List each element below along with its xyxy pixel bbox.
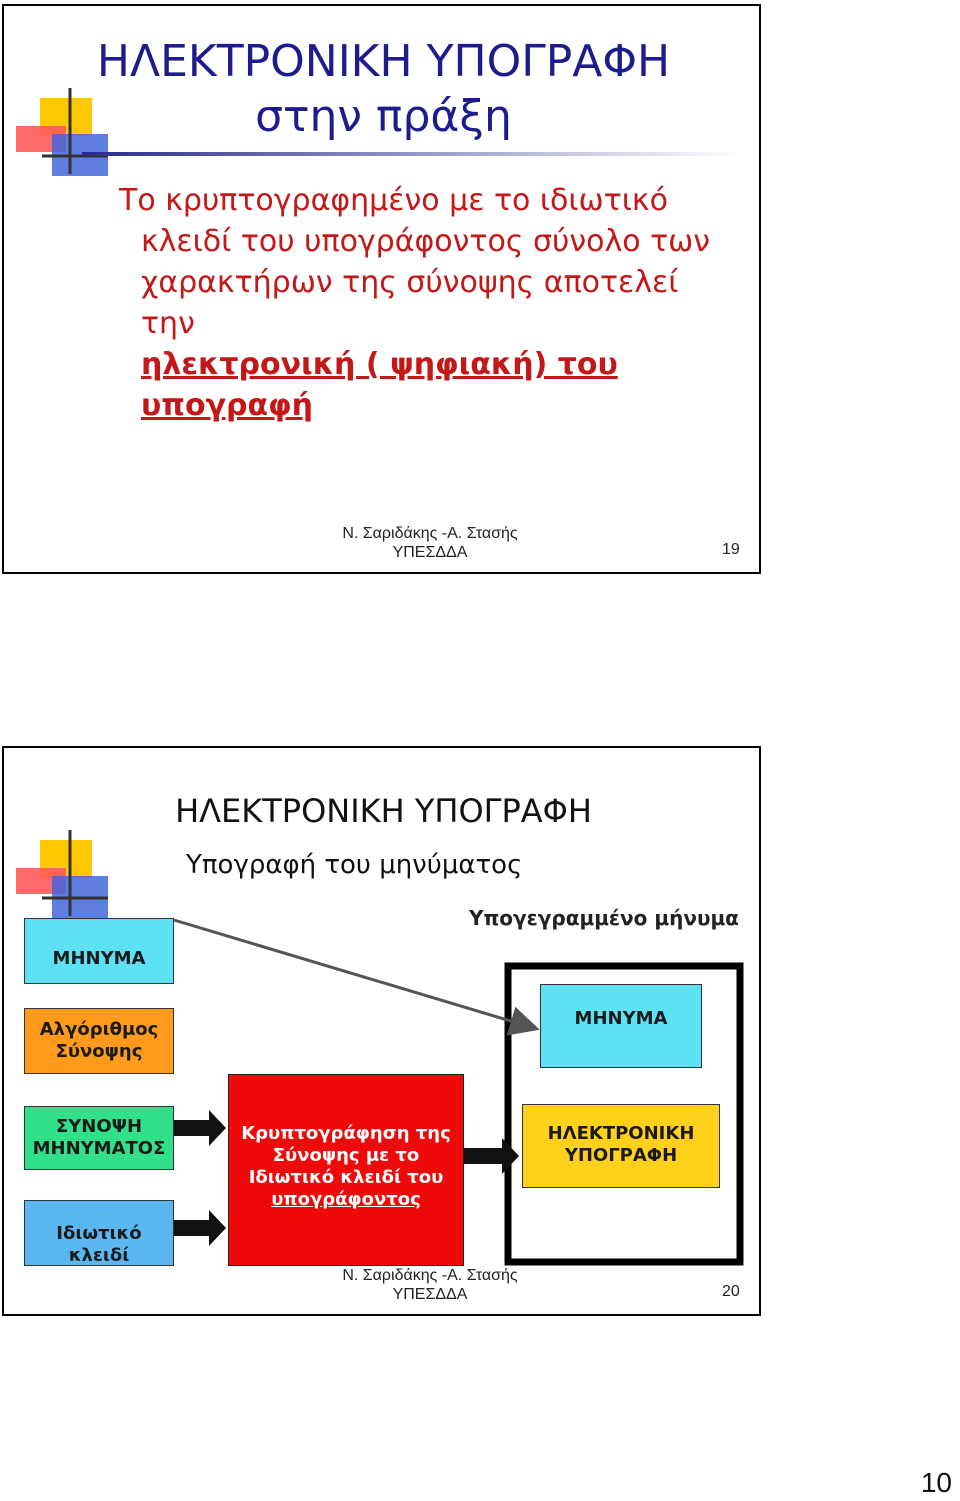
digest-arrow-icon <box>174 1110 226 1146</box>
encryption-box <box>228 1074 464 1266</box>
message-digest-box <box>24 1106 174 1170</box>
digest-label-line: ΜΗΝΥΜΑΤΟΣ <box>32 1138 166 1159</box>
slide-footer <box>280 524 580 562</box>
private-key-label: Ιδιωτικό κλειδί <box>56 1223 142 1266</box>
slide-title: ΗΛΕΚΤΡΟΝΙΚΗ ΥΠΟΓΡΑΦΗ <box>96 36 671 87</box>
encryption-label-line: υπογράφοντος <box>271 1189 421 1210</box>
signed-message-label: Υπογεγραμμένο μήνυμα <box>469 906 739 930</box>
slide-title: ΗΛΕΚΤΡΟΝΙΚΗ ΥΠΟΓΡΑΦΗ <box>175 792 592 830</box>
slide-19 <box>2 4 761 574</box>
footer-authors: Ν. Σαριδάκης -Α. Στασής <box>342 525 518 542</box>
message-box <box>24 918 174 984</box>
slide-page-number: 20 <box>722 1283 740 1300</box>
algorithm-label-line: Σύνοψης <box>55 1041 143 1062</box>
slide-20 <box>2 746 761 1316</box>
slide-page-number: 19 <box>722 541 740 558</box>
document-page-number: 10 <box>920 1467 952 1498</box>
signature-label-line: ΗΛΕΚΤΡΟΝΙΚΗ <box>547 1123 695 1144</box>
body-line: Το κρυπτογραφημένο με το ιδιωτικό <box>119 183 668 218</box>
slide-footer <box>280 1266 580 1304</box>
encryption-label-line: Ιδιωτικό κλειδί του <box>248 1167 444 1188</box>
body-line-emphasis: ηλεκτρονική ( ψηφιακή) του <box>141 347 618 382</box>
body-line-emphasis: υπογραφή <box>141 388 313 423</box>
key-arrow-icon <box>174 1210 226 1246</box>
footer-org: ΥΠΕΣΔΔΑ <box>392 544 468 561</box>
message-to-signed-arrow <box>174 920 534 1028</box>
message-box-label: ΜΗΝΥΜΑ <box>52 948 146 969</box>
signed-message-box-label: ΜΗΝΥΜΑ <box>574 1008 668 1029</box>
digest-algorithm-box <box>24 1008 174 1074</box>
signed-message-box <box>540 984 702 1068</box>
body-line: χαρακτήρων της σύνοψης αποτελεί την <box>141 265 679 341</box>
slide-body <box>119 180 739 426</box>
title-underline <box>82 152 742 156</box>
signature-label-line: ΥΠΟΓΡΑΦΗ <box>564 1145 678 1166</box>
digital-signature-box <box>522 1104 720 1188</box>
slide-subtitle: Υπογραφή του μηνύματος <box>186 850 523 880</box>
algorithm-label-line: Αλγόριθμος <box>39 1019 159 1040</box>
body-line: κλειδί του υπογράφοντος σύνολο των <box>141 224 711 259</box>
footer-authors: Ν. Σαριδάκης -Α. Στασής <box>342 1267 518 1284</box>
private-key-box <box>24 1200 174 1266</box>
footer-org: ΥΠΕΣΔΔΑ <box>392 1286 468 1303</box>
encryption-label-line: Σύνοψης με το <box>272 1145 420 1166</box>
encryption-label-line: Κρυπτογράφηση της <box>241 1123 451 1144</box>
digest-label-line: ΣΥΝΟΨΗ <box>55 1116 143 1137</box>
slide-subtitle: στην πράξη <box>255 91 512 142</box>
